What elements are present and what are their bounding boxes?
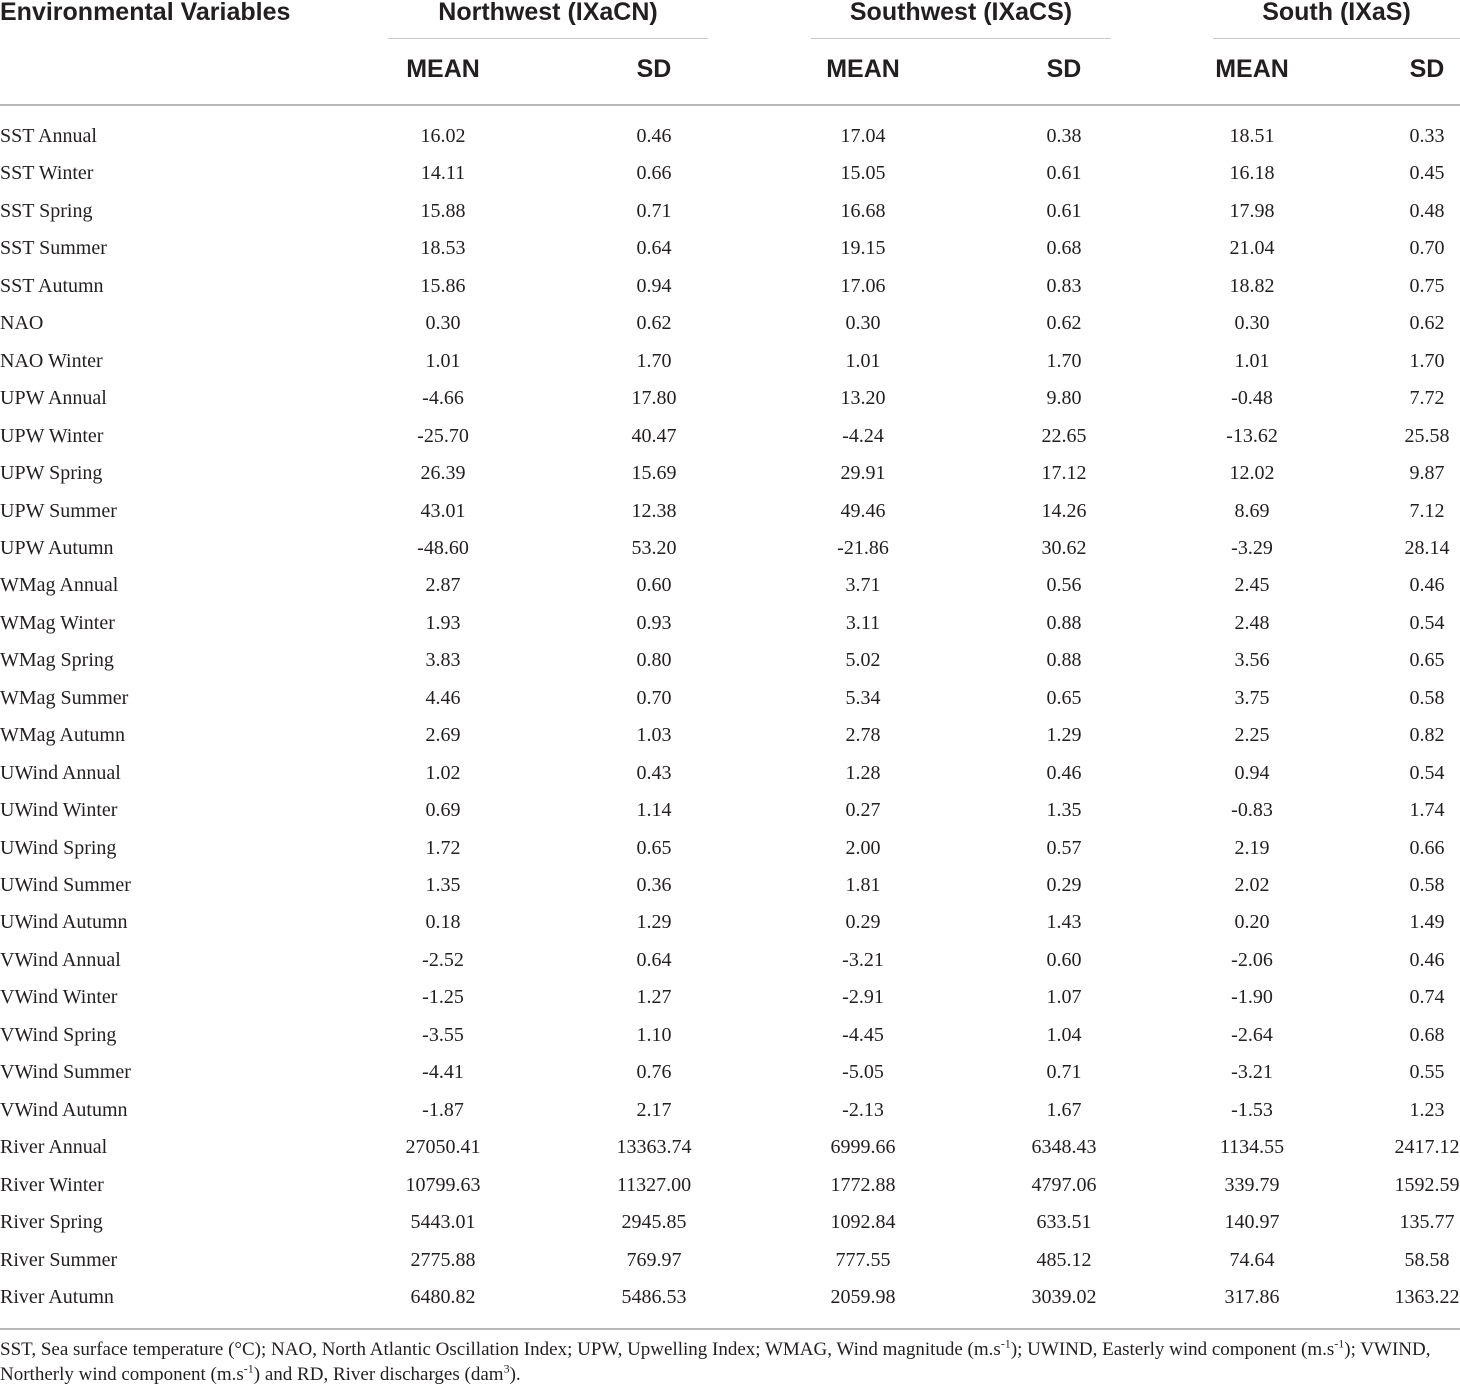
sd-cell: 2417.12 xyxy=(1394,1136,1460,1159)
row-label: UWind Winter xyxy=(0,799,118,822)
sd-cell: 1.04 xyxy=(1046,1023,1082,1046)
sd-cell: 0.88 xyxy=(1046,611,1082,634)
sd-cell: 3039.02 xyxy=(1031,1285,1097,1308)
table-row xyxy=(0,1167,1460,1204)
sd-cell: 0.94 xyxy=(636,274,672,297)
sd-cell: 17.80 xyxy=(631,387,677,410)
mean-cell: 3.75 xyxy=(1234,686,1270,709)
sd-cell: 0.65 xyxy=(1409,649,1445,672)
sd-cell: 12.38 xyxy=(631,499,677,522)
table-row xyxy=(0,755,1460,792)
row-label: VWind Autumn xyxy=(0,1098,128,1121)
footnote-text: ); UWIND, Easterly wind component (m.s xyxy=(1010,1339,1335,1360)
table-row xyxy=(0,193,1460,230)
sd-cell: 1.70 xyxy=(636,349,672,372)
row-label: WMag Winter xyxy=(0,611,115,634)
row-label: UWind Autumn xyxy=(0,911,128,934)
table-footnote xyxy=(0,1337,1460,1387)
table-row xyxy=(0,1242,1460,1279)
sd-cell: 0.71 xyxy=(1046,1061,1082,1084)
sd-cell: 15.69 xyxy=(631,462,677,485)
mean-cell: -4.41 xyxy=(422,1061,464,1084)
mean-cell: -4.45 xyxy=(842,1023,884,1046)
mean-cell: 0.27 xyxy=(845,799,881,822)
mean-cell: 18.51 xyxy=(1229,125,1275,147)
mean-cell: 1.01 xyxy=(845,349,881,372)
sd-cell: 0.33 xyxy=(1409,125,1445,147)
table-row xyxy=(0,1204,1460,1241)
sd-cell: 7.12 xyxy=(1409,499,1445,522)
table-row xyxy=(0,418,1460,455)
sd-cell: 0.58 xyxy=(1409,874,1445,896)
sd-cell: 0.71 xyxy=(636,199,672,222)
table-row xyxy=(0,268,1460,305)
group-header-south: South (IXaS) xyxy=(1262,0,1411,26)
mean-cell: 0.29 xyxy=(845,911,881,934)
row-label: UPW Summer xyxy=(0,499,117,522)
table-row xyxy=(0,118,1460,155)
mean-cell: 15.05 xyxy=(840,162,886,185)
table-bottom-rule xyxy=(0,1328,1460,1330)
sd-cell: 1.70 xyxy=(1409,349,1445,372)
sd-cell: 0.65 xyxy=(1046,686,1082,709)
mean-cell: 43.01 xyxy=(420,499,466,522)
sd-cell: 769.97 xyxy=(626,1248,682,1271)
mean-cell: 3.83 xyxy=(425,649,461,672)
row-label: SST Autumn xyxy=(0,274,104,297)
mean-cell: -1.25 xyxy=(422,986,464,1009)
sd-cell: 1.43 xyxy=(1046,911,1082,934)
mean-cell: 1772.88 xyxy=(830,1173,896,1196)
table-row xyxy=(0,717,1460,754)
sd-cell: 0.54 xyxy=(1409,611,1445,634)
footnote-superscript: -1 xyxy=(1000,1336,1011,1351)
group-rule-south xyxy=(1213,38,1460,39)
mean-cell: -2.91 xyxy=(842,986,884,1009)
mean-cell: 2775.88 xyxy=(410,1248,476,1271)
mean-cell: -13.62 xyxy=(1226,424,1278,447)
sd-cell: 0.93 xyxy=(636,611,672,634)
row-label: SST Spring xyxy=(0,199,93,222)
footnote-superscript: 3 xyxy=(503,1361,510,1376)
table-row xyxy=(0,904,1460,941)
sd-cell: 633.51 xyxy=(1036,1211,1092,1234)
table-row xyxy=(0,1017,1460,1054)
mean-cell: 1.93 xyxy=(425,611,461,634)
sd-cell: 1.67 xyxy=(1046,1098,1082,1121)
mean-cell: 27050.41 xyxy=(405,1136,481,1159)
row-label: VWind Spring xyxy=(0,1023,117,1046)
mean-cell: 8.69 xyxy=(1234,499,1270,522)
sd-cell: 0.38 xyxy=(1046,125,1082,147)
subheader-sd: SD xyxy=(636,55,672,83)
mean-cell: -2.64 xyxy=(1231,1023,1273,1046)
mean-cell: 0.30 xyxy=(425,312,461,335)
mean-cell: 16.02 xyxy=(420,125,466,147)
mean-cell: 18.82 xyxy=(1229,274,1275,297)
table-row xyxy=(0,343,1460,380)
sd-cell: 0.43 xyxy=(636,761,672,784)
mean-cell: 29.91 xyxy=(840,462,886,485)
sd-cell: 1.03 xyxy=(636,724,672,747)
table-row xyxy=(0,230,1460,267)
sd-cell: 1.29 xyxy=(1046,724,1082,747)
mean-cell: 1.35 xyxy=(425,874,461,896)
row-label: WMag Spring xyxy=(0,649,114,672)
mean-cell: 10799.63 xyxy=(405,1173,481,1196)
sd-cell: 22.65 xyxy=(1041,424,1087,447)
row-label: SST Winter xyxy=(0,162,94,185)
mean-cell: 2.78 xyxy=(845,724,881,747)
table-row xyxy=(0,642,1460,679)
mean-cell: 777.55 xyxy=(835,1248,891,1271)
mean-cell: 0.30 xyxy=(845,312,881,335)
mean-cell: 1.72 xyxy=(425,836,461,859)
mean-cell: -4.24 xyxy=(842,424,884,447)
mean-cell: 15.88 xyxy=(420,199,466,222)
mean-cell: 1134.55 xyxy=(1219,1136,1285,1159)
mean-cell: -2.06 xyxy=(1231,948,1273,971)
sd-cell: 1363.22 xyxy=(1394,1285,1460,1308)
mean-cell: 16.68 xyxy=(840,199,886,222)
mean-cell: 1.02 xyxy=(425,761,461,784)
footnote-superscript: -1 xyxy=(1334,1336,1345,1351)
mean-cell: 0.69 xyxy=(425,799,461,822)
subheader-mean: MEAN xyxy=(1215,55,1289,83)
sd-cell: 1.35 xyxy=(1046,799,1082,822)
row-label: River Annual xyxy=(0,1136,108,1159)
table-row xyxy=(0,1129,1460,1166)
row-label: VWind Summer xyxy=(0,1061,131,1084)
mean-cell: -21.86 xyxy=(837,536,889,559)
mean-cell: 3.71 xyxy=(845,574,881,597)
row-label: UWind Spring xyxy=(0,836,117,859)
sd-cell: 5486.53 xyxy=(621,1285,687,1308)
table-row xyxy=(0,305,1460,342)
sd-cell: 0.82 xyxy=(1409,724,1445,747)
sd-cell: 0.74 xyxy=(1409,986,1445,1009)
mean-cell: -3.21 xyxy=(1231,1061,1273,1084)
mean-cell: 74.64 xyxy=(1229,1248,1275,1271)
sd-cell: 135.77 xyxy=(1399,1211,1455,1234)
table-row xyxy=(0,830,1460,867)
mean-cell: -3.29 xyxy=(1231,536,1273,559)
sd-cell: 0.46 xyxy=(1409,574,1445,597)
mean-cell: 5443.01 xyxy=(410,1211,476,1234)
mean-cell: 3.11 xyxy=(845,611,881,634)
row-label: River Summer xyxy=(0,1248,118,1271)
footnote-text: ); VWIND, Northerly wind component (m.s xyxy=(0,1339,1431,1385)
sd-cell: 1.74 xyxy=(1409,799,1445,822)
sd-cell: 0.55 xyxy=(1409,1061,1445,1084)
table-row xyxy=(0,1054,1460,1091)
mean-cell: 0.20 xyxy=(1234,911,1270,934)
mean-cell: 317.86 xyxy=(1224,1285,1280,1308)
sd-cell: 2.17 xyxy=(636,1098,672,1121)
row-label: SST Summer xyxy=(0,237,107,260)
mean-cell: 339.79 xyxy=(1224,1173,1280,1196)
mean-cell: 13.20 xyxy=(840,387,886,410)
sd-cell: 0.64 xyxy=(636,948,672,971)
row-label: VWind Annual xyxy=(0,948,121,971)
sd-cell: 28.14 xyxy=(1404,536,1450,559)
sd-cell: 25.58 xyxy=(1404,424,1450,447)
sd-cell: 1.70 xyxy=(1046,349,1082,372)
sd-cell: 0.48 xyxy=(1409,199,1445,222)
mean-cell: -1.90 xyxy=(1231,986,1273,1009)
sd-cell: 1.23 xyxy=(1409,1098,1445,1121)
mean-cell: -1.87 xyxy=(422,1098,464,1121)
mean-cell: 1092.84 xyxy=(830,1211,896,1234)
subheader-sd: SD xyxy=(1046,55,1082,83)
mean-cell: 16.18 xyxy=(1229,162,1275,185)
sd-cell: 0.61 xyxy=(1046,162,1082,185)
table-row xyxy=(0,455,1460,492)
mean-cell: 1.01 xyxy=(1234,349,1270,372)
mean-cell: 0.18 xyxy=(425,911,461,934)
mean-cell: 17.98 xyxy=(1229,199,1275,222)
sd-cell: 0.68 xyxy=(1409,1023,1445,1046)
footnote-superscript: -1 xyxy=(243,1361,254,1376)
sd-cell: 0.80 xyxy=(636,649,672,672)
row-label: UPW Annual xyxy=(0,387,107,410)
mean-cell: 2.69 xyxy=(425,724,461,747)
sd-cell: 6348.43 xyxy=(1031,1136,1097,1159)
sd-cell: 0.60 xyxy=(1046,948,1082,971)
row-label: UWind Annual xyxy=(0,761,121,784)
row-label: UPW Spring xyxy=(0,462,103,485)
sd-cell: 13363.74 xyxy=(616,1136,692,1159)
mean-cell: 4.46 xyxy=(425,686,461,709)
sd-cell: 0.76 xyxy=(636,1061,672,1084)
subheader-sd: SD xyxy=(1409,55,1445,83)
sd-cell: 0.83 xyxy=(1046,274,1082,297)
group-rule-northwest xyxy=(388,38,708,39)
sd-cell: 11327.00 xyxy=(616,1173,692,1196)
mean-cell: 2059.98 xyxy=(830,1285,896,1308)
sd-cell: 0.57 xyxy=(1046,836,1082,859)
mean-cell: 17.06 xyxy=(840,274,886,297)
mean-cell: 6480.82 xyxy=(410,1285,476,1308)
mean-cell: 1.01 xyxy=(425,349,461,372)
sd-cell: 0.56 xyxy=(1046,574,1082,597)
sd-cell: 0.60 xyxy=(636,574,672,597)
row-label: UWind Summer xyxy=(0,874,131,896)
sd-cell: 0.66 xyxy=(636,162,672,185)
mean-cell: -0.83 xyxy=(1231,799,1273,822)
sd-cell: 4797.06 xyxy=(1031,1173,1097,1196)
mean-cell: 2.87 xyxy=(425,574,461,597)
sd-cell: 0.29 xyxy=(1046,874,1082,896)
sd-cell: 1.29 xyxy=(636,911,672,934)
sd-cell: 0.58 xyxy=(1409,686,1445,709)
mean-cell: 18.53 xyxy=(420,237,466,260)
mean-cell: 21.04 xyxy=(1229,237,1275,260)
mean-cell: -2.13 xyxy=(842,1098,884,1121)
table-row xyxy=(0,155,1460,192)
mean-cell: 26.39 xyxy=(420,462,466,485)
row-label: River Spring xyxy=(0,1211,103,1234)
sd-cell: 0.88 xyxy=(1046,649,1082,672)
table-row xyxy=(0,942,1460,979)
row-label: WMag Annual xyxy=(0,574,119,597)
sd-cell: 0.46 xyxy=(1409,948,1445,971)
mean-cell: 6999.66 xyxy=(830,1136,896,1159)
sd-cell: 58.58 xyxy=(1404,1248,1450,1271)
table-row xyxy=(0,567,1460,604)
sd-cell: 0.62 xyxy=(1409,312,1445,335)
mean-cell: 19.15 xyxy=(840,237,886,260)
sd-cell: 7.72 xyxy=(1409,387,1445,410)
table-row xyxy=(0,867,1460,904)
mean-cell: 140.97 xyxy=(1224,1211,1280,1234)
mean-cell: -3.21 xyxy=(842,948,884,971)
mean-cell: -48.60 xyxy=(417,536,469,559)
footnote-text: SST, Sea surface temperature (°C); NAO, North Atlantic Oscillation Index; UPW, Upwelling Index; WMAG, Wind magnitude (m.s xyxy=(0,1339,1001,1360)
sd-cell: 9.87 xyxy=(1409,462,1445,485)
sd-cell: 0.64 xyxy=(636,237,672,260)
table-row xyxy=(0,605,1460,642)
mean-cell: -25.70 xyxy=(417,424,469,447)
sd-cell: 1592.59 xyxy=(1394,1173,1460,1196)
table-row xyxy=(0,680,1460,717)
mean-cell: 1.81 xyxy=(845,874,881,896)
sd-cell: 1.10 xyxy=(636,1023,672,1046)
group-header-northwest: Northwest (IXaCN) xyxy=(438,0,658,26)
mean-cell: -4.66 xyxy=(422,387,464,410)
sd-cell: 0.66 xyxy=(1409,836,1445,859)
mean-cell: 5.34 xyxy=(845,686,881,709)
mean-cell: 0.94 xyxy=(1234,761,1270,784)
sd-cell: 0.36 xyxy=(636,874,672,896)
mean-cell: 2.02 xyxy=(1234,874,1270,896)
sd-cell: 1.07 xyxy=(1046,986,1082,1009)
group-header-southwest: Southwest (IXaCS) xyxy=(849,0,1073,26)
sd-cell: 0.70 xyxy=(636,686,672,709)
mean-cell: -2.52 xyxy=(422,948,464,971)
sd-cell: 0.46 xyxy=(636,125,672,147)
footnote-text: ). xyxy=(509,1364,521,1385)
sd-cell: 1.14 xyxy=(636,799,672,822)
table-row xyxy=(0,979,1460,1016)
row-label: VWind Winter xyxy=(0,986,118,1009)
sd-cell: 30.62 xyxy=(1041,536,1087,559)
sd-cell: 0.62 xyxy=(636,312,672,335)
table-row xyxy=(0,1279,1460,1316)
mean-cell: 49.46 xyxy=(840,499,886,522)
mean-cell: 2.25 xyxy=(1234,724,1270,747)
group-rule-southwest xyxy=(811,38,1111,39)
sd-cell: 2945.85 xyxy=(621,1211,687,1234)
row-label: River Autumn xyxy=(0,1285,114,1308)
sd-cell: 0.45 xyxy=(1409,162,1445,185)
row-label: WMag Autumn xyxy=(0,724,125,747)
sd-cell: 0.68 xyxy=(1046,237,1082,260)
header-rule xyxy=(0,104,1460,106)
sd-cell: 53.20 xyxy=(631,536,677,559)
mean-cell: 2.48 xyxy=(1234,611,1270,634)
sd-cell: 14.26 xyxy=(1041,499,1087,522)
table-row xyxy=(0,493,1460,530)
sd-cell: 485.12 xyxy=(1036,1248,1092,1271)
sd-cell: 0.46 xyxy=(1046,761,1082,784)
mean-cell: -1.53 xyxy=(1231,1098,1273,1121)
sd-cell: 1.49 xyxy=(1409,911,1445,934)
mean-cell: 3.56 xyxy=(1234,649,1270,672)
sd-cell: 9.80 xyxy=(1046,387,1082,410)
row-label: UPW Autumn xyxy=(0,536,114,559)
mean-cell: 2.45 xyxy=(1234,574,1270,597)
sd-cell: 40.47 xyxy=(631,424,677,447)
row-label: UPW Winter xyxy=(0,424,104,447)
subheader-mean: MEAN xyxy=(406,55,480,83)
row-label: SST Annual xyxy=(0,125,97,147)
mean-cell: 2.19 xyxy=(1234,836,1270,859)
mean-cell: 2.00 xyxy=(845,836,881,859)
sd-cell: 0.65 xyxy=(636,836,672,859)
mean-cell: 17.04 xyxy=(840,125,886,147)
mean-cell: 15.86 xyxy=(420,274,466,297)
sd-cell: 0.54 xyxy=(1409,761,1445,784)
row-label: WMag Summer xyxy=(0,686,129,709)
mean-cell: -0.48 xyxy=(1231,387,1273,410)
sd-cell: 0.75 xyxy=(1409,274,1445,297)
subheader-mean: MEAN xyxy=(826,55,900,83)
mean-cell: 14.11 xyxy=(420,162,466,185)
sd-cell: 17.12 xyxy=(1041,462,1087,485)
sd-cell: 0.61 xyxy=(1046,199,1082,222)
row-label: River Winter xyxy=(0,1173,104,1196)
mean-cell: 0.30 xyxy=(1234,312,1270,335)
mean-cell: 12.02 xyxy=(1229,462,1275,485)
sd-cell: 1.27 xyxy=(636,986,672,1009)
table-row xyxy=(0,1092,1460,1129)
mean-cell: -5.05 xyxy=(842,1061,884,1084)
table-row xyxy=(0,530,1460,567)
mean-cell: 5.02 xyxy=(845,649,881,672)
row-label: NAO xyxy=(0,312,44,335)
table-row xyxy=(0,792,1460,829)
row-label: NAO Winter xyxy=(0,349,103,372)
sd-cell: 0.70 xyxy=(1409,237,1445,260)
mean-cell: -3.55 xyxy=(422,1023,464,1046)
mean-cell: 1.28 xyxy=(845,761,881,784)
column-header-environmental-variables: Environmental Variables xyxy=(0,0,291,26)
table-row xyxy=(0,380,1460,417)
sd-cell: 0.62 xyxy=(1046,312,1082,335)
footnote-text: ) and RD, River discharges (dam xyxy=(253,1364,504,1385)
